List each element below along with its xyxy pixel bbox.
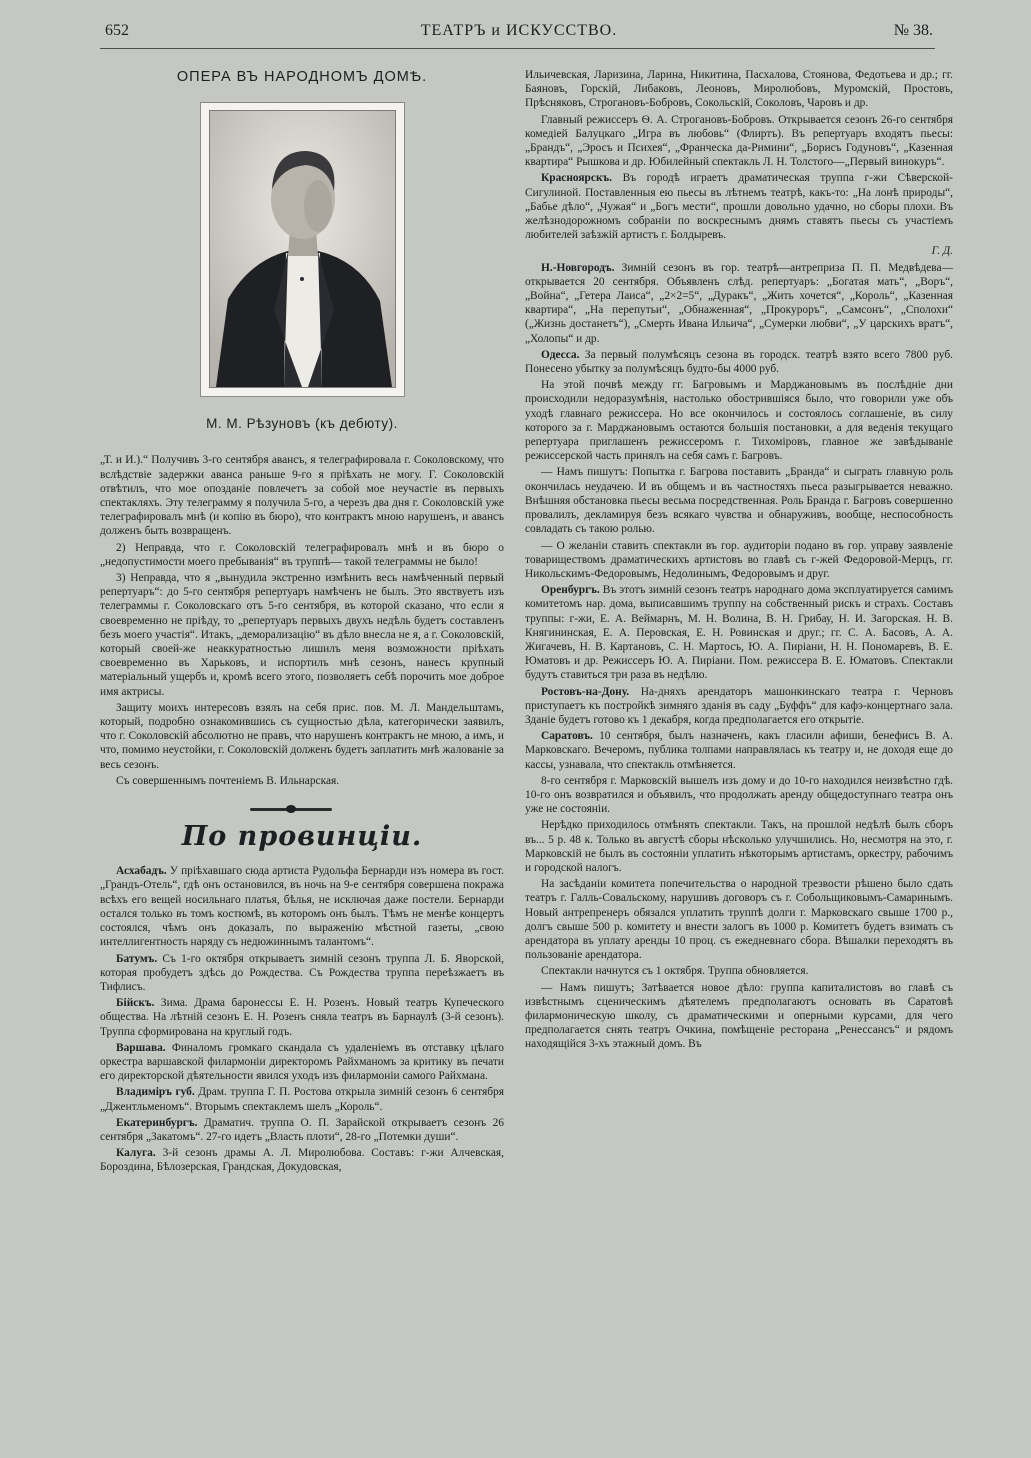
entry-text: — Намъ пишутъ: Попытка г. Багрова поставить „Бранда“ и сыграть главную роль окончилась неудачею. И въ общемъ и въ частностяхъ пьеса разыгрывается неважно. Внѣшняя обстановка пьесы весьма посредственная. Роль Бранда г. Багровъ совершенно провалилъ, декламируя безъ всякаго чувства и обнаруживъ, вообще, неспособность совладать съ такою ролью. <box>525 466 953 536</box>
letter-paragraph: „Т. и И.).“ Получивъ 3-го сентября авансъ, я телеграфировала г. Соколовскому, что вслѣдствіе задержки аванса раньше 9-го я пріѣхать не могу. Г. Соколовскій отвѣтилъ, что мое опозданіе повлечетъ за собой мое неучастіе въ первыхъ спектакляхъ. Эту телеграмму я получила 5-го, а черезъ два дня г. Соколовскій уже телеграфировалъ мнѣ (и копію въ бюро), что контрактъ мною нарушенъ, и авансъ долженъ быть возвращенъ. <box>100 454 504 538</box>
province-entry <box>100 1041 504 1084</box>
entry-text: Въ городѣ играетъ драматическая труппа г-жи Сѣверской-Сигулиной. Поставленныя ею пьесы въ лѣтнемъ театрѣ, какъ-то: „На лонѣ природы“, „Бабье дѣло“, „Чужая“ и „Богъ мести“, прошли довольно удачно, но сборы плохи. Въ желѣзнодорожномъ собраніи по воскреснымъ днямъ ставятъ пьесы съ участіемъ любителей заѣзжій артистъ г. Болдыревъ. <box>525 172 953 242</box>
entry-text: За первый полумѣсяцъ сезона въ городск. театрѣ взято всего 7800 руб. Понесено убытку за полумѣсяцъ будто-бы 4000 руб. <box>525 348 953 376</box>
entry-text: Въ этотъ зимній сезонъ театръ народнаго дома эксплуатируется самимъ комитетомъ нар. дома, выписавшимъ труппу на собственный рискъ и страхъ. Составъ труппы: г-жи, Е. А. Веймарнъ, М. Н. Волина, В. Н. Грибау, Н. И. Загорская. Н. В. Княгининская, Е. А. Перовская, Е. Н. Ровинская и друг.; гг. С. А. Басовъ, А. А. Жигачевъ, Н. В. Картановъ, С. Н. Мартосъ, Ю. А. Пиріани, Н. Н. Пономаревъ, В. Е. Юматовъ и др. Режиссеръ Ю. А. Пиріани. Пом. режиссера В. Е. Юматовъ. Спектакли будутъ ставиться три раза въ недѣлю. <box>525 584 953 682</box>
province-entry <box>525 981 953 1052</box>
provinces-left-entries <box>100 864 504 1174</box>
city-name: Асхабадъ. <box>116 865 167 878</box>
letter-paragraph: 2) Неправда, что г. Соколовскій телеграфировалъ мнѣ и въ бюро о „недопустимости моего пребыванія“ въ труппѣ— такой телеграммы не было! <box>100 541 504 568</box>
province-entry <box>100 1116 504 1144</box>
right-column <box>525 68 953 1054</box>
entry-text: Зимній сезонъ въ гор. театрѣ—антреприза П. П. Медвѣдева—открывается 20 сентября. Объявленъ слѣд. репертуаръ: „Богатая мать“, „Воръ“, „Война“, „Гетера Лаиса“, „2×2=5“, „Дуракъ“, „Жить хочется“, „Король“, „Казенная квартира“, „На перепутьи“, „Обнаженная“, „Прокуроръ“, „Самсонъ“, „Сполохи“ („Жизнь достанетъ“), „Смерть Ивана Ильича“, „Сумерки любви“, „У царскихъ вратъ“, „Холопы“ и др. <box>525 261 953 345</box>
province-entry <box>525 877 953 962</box>
city-name: Ростовъ-на-Дону. <box>541 685 630 698</box>
city-name: Батумъ. <box>116 952 158 965</box>
entry-text: Финаломъ громкаго скандала съ удаленіемъ въ отставку цѣлаго оркестра варшавской филармоніи директоромъ Райхманомъ за критику въ печати его директорской дѣятельности явился уходъ изъ филармоніи самого Райхмана. <box>100 1041 504 1083</box>
portrait-photo <box>200 102 405 397</box>
province-entry <box>525 378 953 463</box>
province-entry <box>525 465 953 536</box>
city-name: Бійскъ. <box>116 997 155 1010</box>
letter-signature: Съ совершеннымъ почтеніемъ В. Ильнарская. <box>116 774 340 787</box>
entry-text: 8-го сентября г. Марковскій вышелъ изъ дому и до 10-го находился неизвѣстно гдѣ. 10-го онъ возвратился и объявилъ, что продолжать аренду общедоступнаго театра онъ уже не состояніи. <box>525 774 953 816</box>
entry-text: — Намъ пишутъ; Затѣвается новое дѣло: группа капиталистовъ во главѣ съ извѣстнымъ сценическимъ дѣятелемъ предполагаютъ основать въ Саратовѣ филармоническую школу, съ драматическими и оперными курсами, для чего предполагается снять театръ Очкина, помѣщеніе ресторана „Ренессансъ“ и рядомъ находящійся 3-хъ этажный домъ. Въ <box>525 981 953 1051</box>
province-entry <box>525 583 953 682</box>
province-entry <box>100 952 504 995</box>
province-entry <box>525 818 953 875</box>
opera-article-title: ОПЕРА ВЪ НАРОДНОМЪ ДОМѢ. <box>176 69 428 85</box>
entry-text: Главный режиссеръ Ѳ. А. Строгановъ-Бобровъ. Открывается сезонъ 26-го сентября комедіей Балуцкаго „Игра въ любовь“ (Флиртъ). Въ репертуаръ входятъ пьесы: „Брандъ“, „Эросъ и Психея“, „Франческа да-Римини“, „Борисъ Годуновъ“, „Казенная квартира“ Рышкова и др. Юбилейный спектакль Л. Н. Толстого—„Первый винокуръ“. <box>525 113 953 169</box>
entry-text: Зима. Драма баронессы Е. Н. Розенъ. Новый театръ Купеческого общества. На лѣтній сезонъ Е. Н. Розенъ сняла театръ въ Барнаулѣ (3-й сезонъ). Труппа сформирована на круглый годъ. <box>100 997 504 1038</box>
entry-text: — О желаніи ставить спектакли въ гор. аудиторіи подано въ гор. управу заявленіе товариществомъ драматическихъ артистовъ во главѣ съ г-жей Федоровой-Мерцъ, гг. Никольскимъ-Федоровымъ, Недолинымъ, Федоровымъ и друг. <box>525 539 953 580</box>
province-entry <box>525 964 953 978</box>
portrait-figure-illustration <box>210 111 395 387</box>
city-name: Варшава. <box>116 1041 166 1054</box>
province-entry <box>525 68 953 111</box>
entry-text: На-дняхъ арендаторъ машонкинскаго театра г. Черновъ приступаетъ къ постройкѣ зимняго зданія въ саду „Буффъ“ для кафэ-концертнаго зала. Зданіе будетъ готово къ 1 декабря, когда предполагается его открытіе. <box>525 685 953 726</box>
page-number: 652 <box>105 22 129 39</box>
portrait-image <box>209 110 396 388</box>
province-entry <box>100 1146 504 1174</box>
krasnoyarsk-signature: Г. Д. <box>931 245 953 258</box>
entry-text: Спектакли начнутся съ 1 октября. Труппа обновляется. <box>541 965 809 978</box>
province-entry <box>525 348 953 376</box>
city-name: Красноярскъ. <box>541 172 612 185</box>
letter-body <box>100 453 504 788</box>
left-column <box>100 68 504 1177</box>
province-entry <box>525 539 953 582</box>
letter-paragraph: Защиту моихъ интересовъ взялъ на себя прис. пов. М. Л. Мандельштамъ, который, подробно ознакомившись съ сущностью дѣла, категорически заявилъ, что г. Соколовскій абсолютно не правъ, что нарушенъ контрактъ не мною, а имъ, и что, помимо неустойки, г. Соколовскій долженъ будетъ заплатить мнѣ жалованіе за весь сезонъ. <box>100 701 504 771</box>
city-name: Одесса. <box>541 348 580 361</box>
province-entry <box>100 996 504 1039</box>
province-entry <box>525 685 953 728</box>
entry-text: У пріѣхавшаго сюда артиста Рудольфа Бернарди изъ номера въ гост. „Грандъ-Отель“, гдѣ онъ остановился, въ ночь на 9-е сентября совершена покража всѣхъ его вещей носильнаго платья, бѣлья, не исключая даже постели. Бернарди остался только въ томъ костюмѣ, въ которомъ онъ былъ. Тѣмъ не менѣе концертъ состоялся, чѣмъ онъ доказалъ, по выраженію мѣстной газеты, „свою интеллигентность наряду съ недюжиннымъ талантомъ“. <box>100 865 504 949</box>
province-entry <box>525 171 953 242</box>
entry-text: Драм. труппа Г. П. Ростова открыла зимній сезонъ 6 сентября „Джентльменомъ“. Вторымъ спектаклемъ шелъ „Король“. <box>100 1086 504 1113</box>
province-entry <box>525 113 953 170</box>
province-entry <box>100 1085 504 1113</box>
header-rule <box>100 48 935 49</box>
city-name: Н.-Новгородъ. <box>541 261 615 274</box>
province-entry <box>525 729 953 772</box>
entry-text: Ильичевская, Ларизина, Ларина, Никитина, Пасхалова, Стояновa, Федотьева и др.; гг. Баяновъ, Горскій, Либаковъ, Леоновъ, Миролюбовъ, Муромскій, Простовъ, Прѣсняковъ, Строгановъ-Бобровъ, Сокольскій, Соколовъ, Чаровъ и др. <box>525 69 953 110</box>
ornament-dot <box>286 805 296 813</box>
photo-caption: М. М. Рѣзуновъ (къ дебюту). <box>206 416 398 432</box>
entry-text: Съ 1-го октября открываетъ зимній сезонъ труппа Л. Б. Яворской, которая пробудетъ здѣсь до Рождества. Съ Рождества труппа переѣзжаетъ въ Тифлисъ. <box>100 952 504 993</box>
city-name: Калуга. <box>116 1147 156 1160</box>
entry-text: На этой почвѣ между гг. Багровымъ и Марджановымъ въ послѣдніе дни происходили недоразумѣнія, настолько обострившіяся было, что говорили уже объ уходѣ главнаго режиссера. Но все окончилось и состоялось соглашеніе, въ силу которого за г. Марджановымъ остаются большія постановки, а для веденія текущаго репертуара приглашенъ режиссеромъ г. Тихоміровъ, главное же завѣдываніе режиссерской часть принялъ на себя самъ г. Багровъ. <box>525 379 953 463</box>
entry-text: 10 сентября, былъ назначенъ, какъ гласили афиши, бенефисъ В. А. Марковскаго. Вечеромъ, публика толпами направлялась къ театру и, не доходя еще до кассы, узнавала, что спектакль отмѣняется. <box>525 730 953 771</box>
journal-title: ТЕАТРЪ и ИСКУССТВО. <box>420 22 618 39</box>
provinces-title: По провинціи. <box>181 821 423 853</box>
letter-paragraph: 3) Неправда, что я „вынудила экстренно измѣнить весь намѣченный первый репертуаръ“: до 5-го сентября репертуаръ намѣченъ не былъ. Это явствуетъ изъ телеграммы г. Соколовскаго отъ 5-го сентября, въ которой сказано, что если я своевременно не пріѣду, то „репертуаръ первыхъ двухъ недѣль будетъ составленъ безъ моего участія“. Итакъ, „деморализацію“ въ дѣло внесла не я, а г. Соколовскій, который своей-же неаккуратностью лишилъ меня возможности пріѣхать своевременно въ Харьковъ, и испортилъ мнѣ сезонъ, нанесъ крупный матеріальный ущербъ и, кромѣ всего этого, позволяетъ себѣ порочить мое доброе имя актрисы. <box>100 572 504 698</box>
city-name: Саратовъ. <box>541 730 593 743</box>
entry-text: Драматич. труппа О. П. Зарайской открываетъ сезонъ 26 сентября „Закатомъ“. 27-го идетъ „Власть плоти“, 28-го „Потемки души“. <box>100 1116 504 1143</box>
city-name: Оренбургъ. <box>541 584 600 597</box>
city-name: Владиміръ губ. <box>116 1086 195 1099</box>
entry-text: Нерѣдко приходилось отмѣнять спектакли. Такъ, на прошлой недѣлѣ былъ сборъ въ... 5 р. 48 к. Только въ августѣ сборы нѣсколько улучшились. Но, несмотря на это, г. Марковскій не былъ въ состояніи уплатить нѣкоторымъ артистамъ, оркестру, рабочимъ и городской налогъ. <box>525 819 953 874</box>
city-name: Екатеринбургъ. <box>116 1116 198 1129</box>
province-entry <box>525 774 953 817</box>
section-ornament <box>100 802 504 816</box>
issue-number: № 38. <box>893 22 933 39</box>
running-header <box>105 22 933 46</box>
province-entry <box>100 864 504 949</box>
province-entry <box>525 261 953 346</box>
entry-text: 3-й сезонъ драмы А. Л. Миролюбова. Составъ: г-жи Алчевская, Бороздина, Бѣлозерская, Грандская, Докудовская, <box>100 1147 504 1174</box>
entry-text: На засѣданіи комитета попечительства о народной трезвости рѣшено было сдать театръ г. Галль-Совальскому, нарушивъ договоръ съ г. Собольщиковымъ-Самаринымъ. Новый антрепренеръ обязался уплатить труппѣ долги г. Марковскаго свыше 1700 р., долгъ свыше 500 р. комитету и внести залогъ въ 1000 р. Комитетъ будетъ взимать съ арендатора въ уплату аренды 10 проц. съ ежедневнаго сбора. Вѣшалки переходятъ въ пользованіе арендатора. <box>525 878 953 962</box>
